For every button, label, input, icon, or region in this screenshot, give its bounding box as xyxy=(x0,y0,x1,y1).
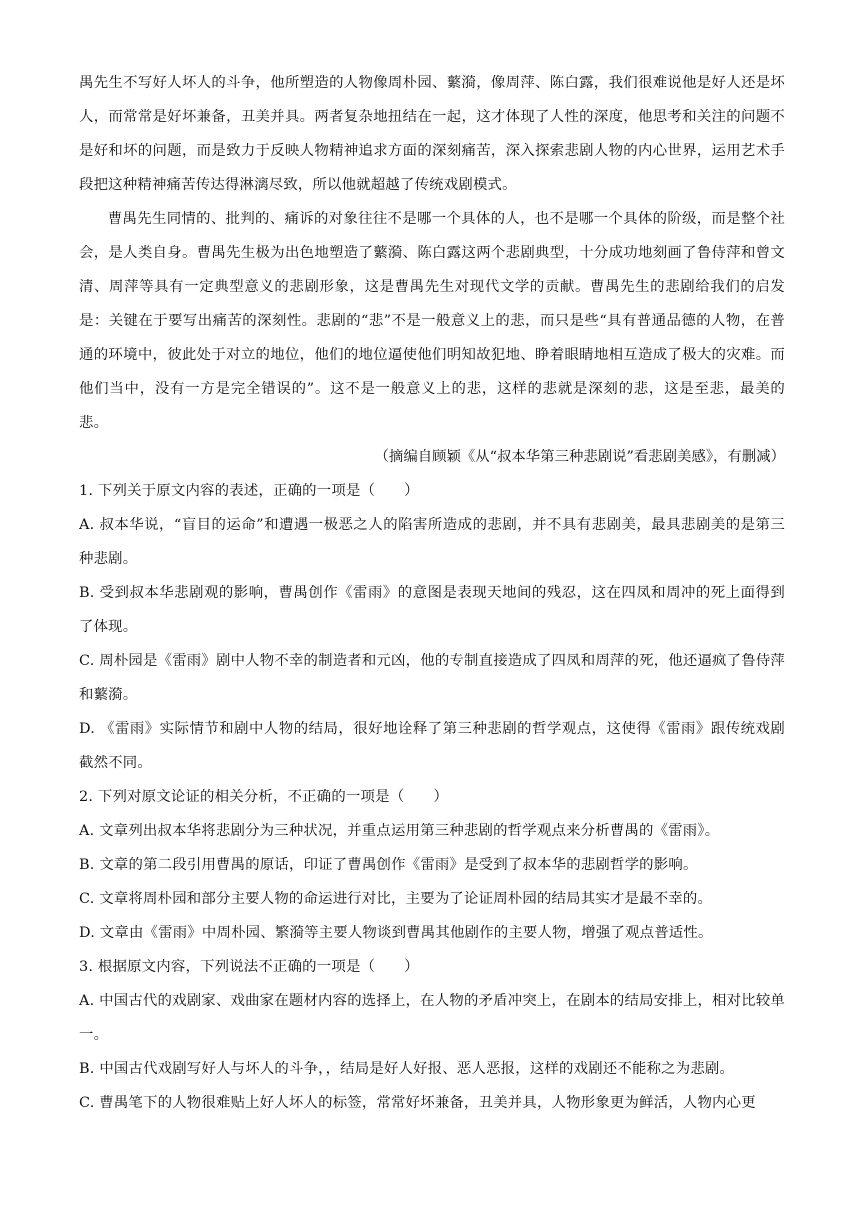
option-a: A. 文章列出叔本华将悲剧分为三种状况，并重点运用第三种悲剧的哲学观点来分析曹禺的《雷雨》。 xyxy=(79,823,720,839)
question-stem: 1. 下列关于原文内容的表述，正确的一项是（ ） xyxy=(79,483,419,499)
option-b: B. 文章的第二段引用曹禺的原话，印证了曹禺创作《雷雨》是受到了叔本华的悲剧哲学的影响。 xyxy=(79,857,698,873)
option-c: C. 周朴园是《雷雨》剧中人物不幸的制造者和元凶，他的专制直接造成了四凤和周萍的死，他还逼疯了鲁侍萍和蘩漪。 xyxy=(79,653,786,703)
passage-paragraph-2: 曹禺先生同情的、批判的、痛诉的对象往往不是哪一个具体的人，也不是哪一个具体的阶级，而是整个社会，是人类自身。曹禺先生极为出色地塑造了蘩漪、陈白露这两个悲剧典型，十分成功地刻画了鲁侍萍和曾文清、周萍等具有一定典型意义的悲剧形象，这是曹禺先生对现代文学的贡献。曹禺先生的悲剧给我们的启发是：关键在于要写出痛苦的深刻性。悲剧的“悲”不是一般意义上的悲，而只是些“具有普通品德的人物，在普通的环境中，彼此处于对立的地位，他们的地位逼使他们明知故犯地、睁着眼睛地相互造成了极大的灾难。而他们当中，没有一方是完全错误的”。这不是一般意义上的悲，这样的悲就是深刻的悲，这是至悲，最美的悲。 xyxy=(79,211,785,431)
option-b: B. 中国古代戏剧写好人与坏人的斗争，，结局是好人好报、恶人恶报，这样的戏剧还不能称之为悲剧。 xyxy=(79,1061,735,1077)
document-page xyxy=(79,66,785,1120)
question-stem: 3. 根据原文内容，下列说法不正确的一项是（ ） xyxy=(79,959,419,975)
passage-paragraph-1: 禺先生不写好人坏人的斗争，他所塑造的人物像周朴园、蘩漪，像周萍、陈白露，我们很难说他是好人还是坏人，而常常是好坏兼备，丑美并具。两者复杂地扭结在一起，这才体现了人性的深度，他思考和关注的问题不是好和坏的问题，而是致力于反映人物精神追求方面的深刻痛苦，深入探索悲剧人物的内心世界，运用艺术手段把这种精神痛苦传达得淋漓尽致，所以他就超越了传统戏剧模式。 xyxy=(79,75,785,193)
option-d: D. 《雷雨》实际情节和剧中人物的结局，很好地诠释了第三种悲剧的哲学观点，这使得《雷雨》跟传统戏剧截然不同。 xyxy=(79,721,785,771)
option-c: C. 文章将周朴园和部分主要人物的命运进行对比，主要为了论证周朴园的结局其实才是最不幸的。 xyxy=(79,891,713,907)
option-b: B. 受到叔本华悲剧观的影响，曹禺创作《雷雨》的意图是表现天地间的残忍，这在四凤和周冲的死上面得到了体现。 xyxy=(79,585,785,635)
question-stem: 2. 下列对原文论证的相关分析，不正确的一项是（ ） xyxy=(79,789,449,805)
option-a: A. 叔本华说，“盲目的运命”和遭遇一极恶之人的陷害所造成的悲剧，并不具有悲剧美，最具悲剧美的是第三种悲剧。 xyxy=(79,517,785,567)
option-c: C. 曹禺笔下的人物很难贴上好人坏人的标签，常常好坏兼备，丑美并具，人物形象更为鲜活，人物内心更 xyxy=(79,1095,756,1111)
question-3 xyxy=(79,950,785,1120)
question-2 xyxy=(79,780,785,950)
passage-source: （摘编自顾颖《从“叔本华第三种悲剧说”看悲剧美感》，有删减） xyxy=(374,449,785,465)
option-d: D. 文章由《雷雨》中周朴园、繁漪等主要人物谈到曹禺其他剧作的主要人物，增强了观点普适性。 xyxy=(79,925,713,941)
option-a: A. 中国古代的戏剧家、戏曲家在题材内容的选择上，在人物的矛盾冲突上，在剧本的结局安排上，相对比较单一。 xyxy=(79,993,785,1043)
question-1 xyxy=(79,474,785,780)
